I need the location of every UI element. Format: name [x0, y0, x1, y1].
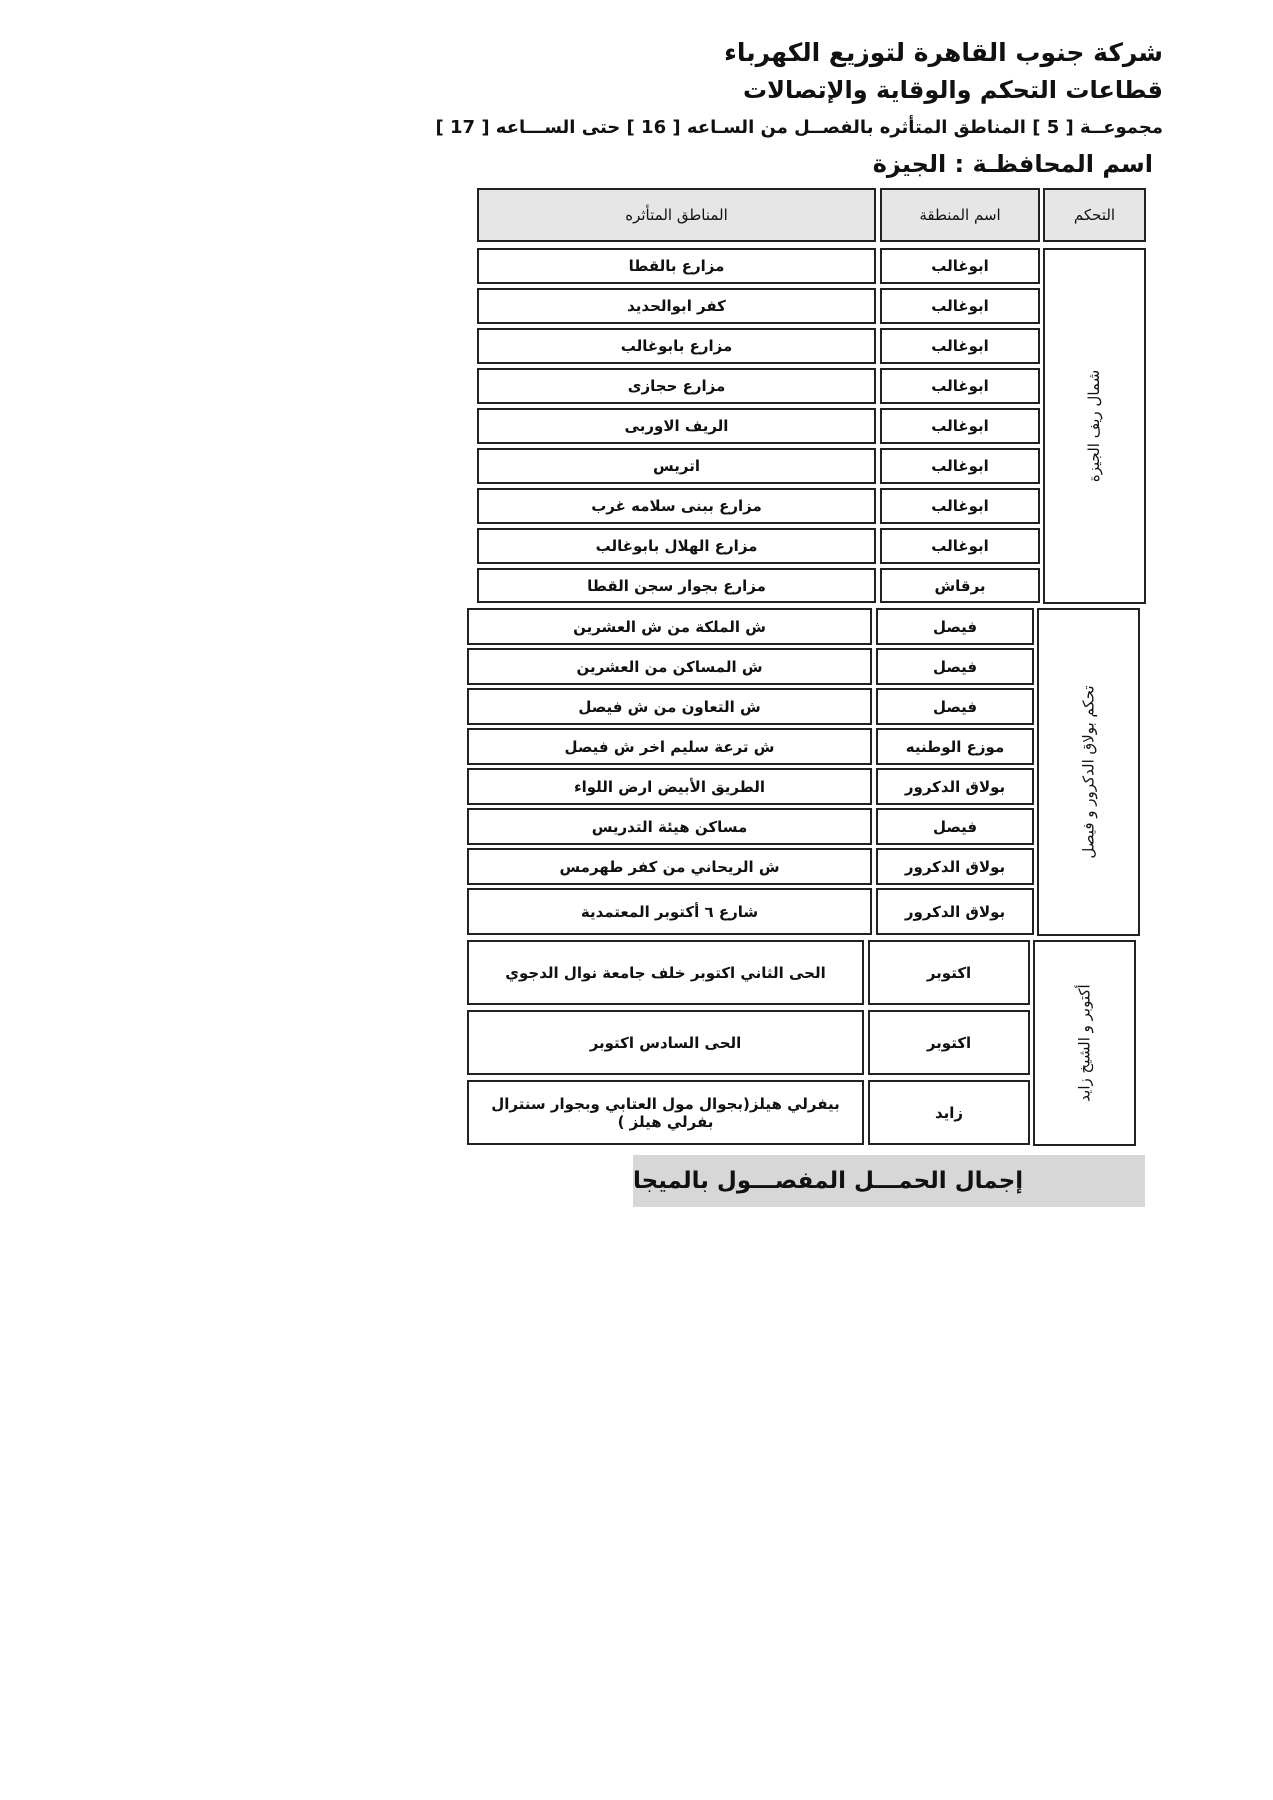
- control-cell: [1037, 608, 1140, 936]
- area-name-cell: ابوغالب: [880, 248, 1040, 284]
- affected-area-cell: مساكن هيئة التدريس: [467, 808, 872, 845]
- area-name-cell: فيصل: [876, 648, 1034, 685]
- area-name-cell: ابوغالب: [880, 408, 1040, 444]
- company-name: شركة جنوب القاهرة لتوزيع الكهرباء: [724, 38, 1163, 67]
- affected-area-cell: مزارع بابوغالب: [477, 328, 876, 364]
- affected-area-cell: كفر ابوالحديد: [477, 288, 876, 324]
- area-name-cell: موزع الوطنيه: [876, 728, 1034, 765]
- area-name-cell: فيصل: [876, 608, 1034, 645]
- outage-table: [467, 186, 1165, 1186]
- area-name-cell: ابوغالب: [880, 448, 1040, 484]
- affected-area-cell: الحى الثاني اكتوبر خلف جامعة نوال الدجوي: [467, 940, 864, 1005]
- control-cell: [1033, 940, 1136, 1146]
- area-name-cell: برقاش: [880, 568, 1040, 603]
- area-name-cell: زايد: [868, 1080, 1030, 1145]
- affected-area-cell: الحى السادس اكتوبر: [467, 1010, 864, 1075]
- area-name-cell: ابوغالب: [880, 368, 1040, 404]
- header-area-name: اسم المنطقة: [880, 188, 1040, 242]
- area-name-cell: ابوغالب: [880, 488, 1040, 524]
- affected-area-cell: ش التعاون من ش فيصل: [467, 688, 872, 725]
- affected-area-cell: بيفرلي هيلز(بجوال مول العتابي وبجوار سنترال بفرلي هيلز ): [467, 1080, 864, 1145]
- sectors-title: قطاعات التحكم والوقاية والإتصالات: [743, 76, 1163, 104]
- total-load-footer: [633, 1155, 1145, 1207]
- governorate-title: اسم المحافظـة : الجيزة: [872, 150, 1153, 178]
- area-name-cell: بولاق الدكرور: [876, 768, 1034, 805]
- affected-area-cell: ش الريحاني من كفر طهرمس: [467, 848, 872, 885]
- area-name-cell: اكتوبر: [868, 940, 1030, 1005]
- area-name-cell: ابوغالب: [880, 528, 1040, 564]
- header-control: التحكم: [1043, 188, 1146, 242]
- affected-area-cell: اتريس: [477, 448, 876, 484]
- affected-area-cell: مزارع ببنى سلامه غرب: [477, 488, 876, 524]
- affected-area-cell: شارع ٦ أكتوبر المعتمدية: [467, 888, 872, 935]
- area-name-cell: ابوغالب: [880, 288, 1040, 324]
- control-label: أكتوبر و الشيخ زايد: [1075, 984, 1094, 1102]
- affected-area-cell: ش الملكة من ش العشرين: [467, 608, 872, 645]
- header-affected-areas: المناطق المتأثره: [477, 188, 876, 242]
- area-name-cell: ابوغالب: [880, 328, 1040, 364]
- group-line: مجموعــة [ 5 ] المناطق المتأثره بالفصــل من السـاعه [ 16 ] حتى الســـاعه [ 17 ]: [435, 117, 1163, 138]
- area-name-cell: فيصل: [876, 688, 1034, 725]
- affected-area-cell: الريف الاوربى: [477, 408, 876, 444]
- affected-area-cell: مزارع بالقطا: [477, 248, 876, 284]
- affected-area-cell: مزارع الهلال بابوغالب: [477, 528, 876, 564]
- affected-area-cell: مزارع حجازى: [477, 368, 876, 404]
- affected-area-cell: الطريق الأبيض ارض اللواء: [467, 768, 872, 805]
- total-load-label: إجمال الحمـــل المفصـــول بالميجا: [633, 1168, 1024, 1194]
- control-cell: [1043, 248, 1146, 604]
- control-label: تحكم بولاق الدكرور و فيصل: [1079, 685, 1098, 859]
- area-name-cell: فيصل: [876, 808, 1034, 845]
- area-name-cell: اكتوبر: [868, 1010, 1030, 1075]
- area-name-cell: بولاق الدكرور: [876, 848, 1034, 885]
- affected-area-cell: ش المساكن من العشرين: [467, 648, 872, 685]
- control-label: شمال ريف الجيزة: [1085, 369, 1104, 483]
- area-name-cell: بولاق الدكرور: [876, 888, 1034, 935]
- affected-area-cell: مزارع بجوار سجن القطا: [477, 568, 876, 603]
- affected-area-cell: ش ترعة سليم اخر ش فيصل: [467, 728, 872, 765]
